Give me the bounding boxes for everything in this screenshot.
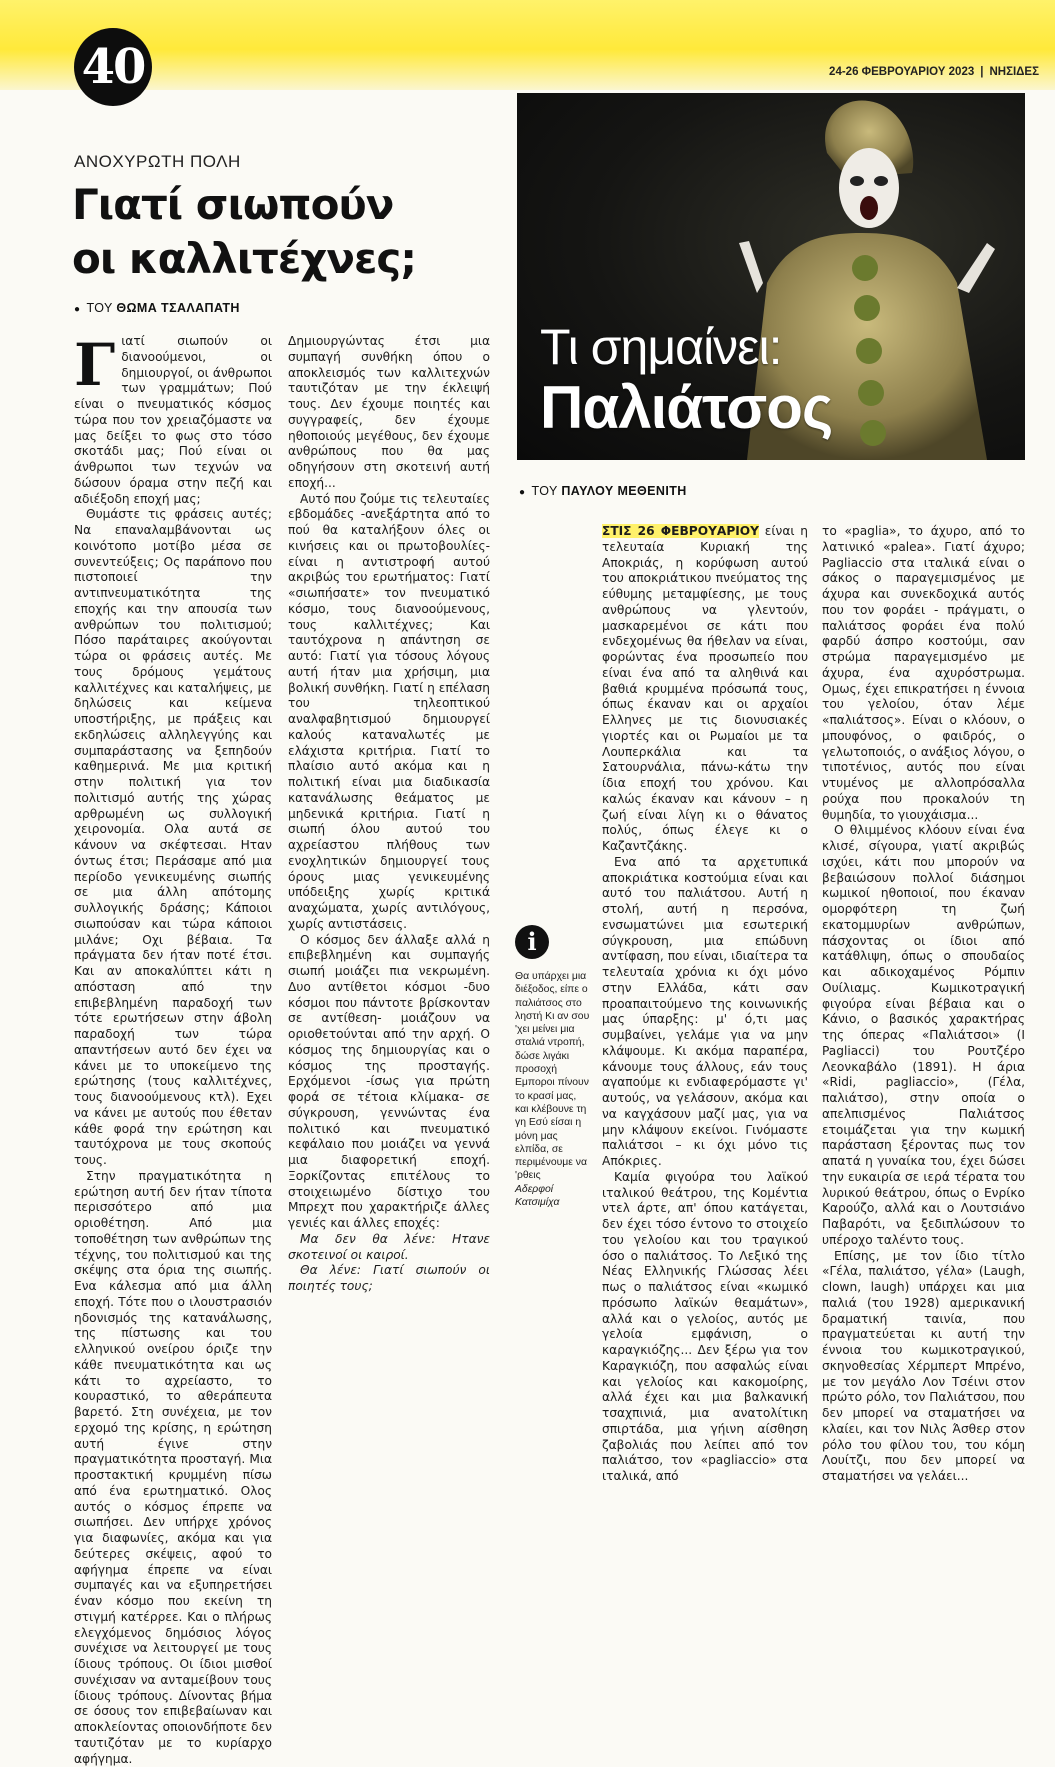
- section-name: ΝΗΣΙΔΕΣ: [989, 66, 1039, 78]
- photo-title-line-1: Τι σημαίνει:: [540, 319, 782, 375]
- paragraph: [602, 524, 808, 855]
- sidebar-text: Θα υπάρχει μια διέξοδος, είπε ο παλιάτσος στο ληστή Κι αν σου 'χει μείνει μια σταλιά ντροπή, δώσε λιγάκι προσοχή Εμποροι πίνουν το κρασί μας, και κλέβουνε τη γη Εσύ είσαι η μόνη μας ελπίδα, σε περιμένουμε να 'ρθεις: [515, 971, 590, 1182]
- poem-line: Μα δεν θα λένε: Ητανε σκοτεινοί οι καιροί.: [288, 1231, 490, 1262]
- paragraph: Θυμάστε τις φράσεις αυτές; Να επαναλαμβάνονται ως κοινότοπο μοτίβο μέσα σε συνεντεύξεις; Ος παράπονο που πιστοποιεί την αντιπνευματικότητα της εποχής και την απουσία των ανθρώπων του πολιτισμού; Πόσο παράταιρες ακούγονται τώρα οι φράσεις αυτές. Με τους δρόμους γεμάτους καλλιτέχνες και καταλήψεις, με δηλώσεις και κείμενα υποστήριξης, με πράξεις και εκδηλώσεις αλληλεγγύης και συμπαράστασης να ξεπηδούν καθημερινά. Με μια κριτική στην πολιτική για τον πολιτισμό αυτής της χώρας αρθρωμένη ως συλλογική χειρονομία. Ολα αυτά σε κάνουν να σκέφτεσαι. Ηταν όντως έτσι; Περάσαμε από μια περίοδο γενικευμένης σιωπής σε μια άλλη απότομης συλλογικής δράσης; Κάποιοι σιωπούσαν και τώρα κάποιοι μιλάνε; Οχι βέβαια. Τα πράγματα δεν ήταν ποτέ έτσι. Και αν αποκαλύπτει κάτι η απόσταση από την επιβεβλημένη παραδοχή των τότε ερωτήσεων στην άβολη παραδοχή των τώρα απαντήσεων αυτό δεν έχει να κάνει με το υποκείμενο της ερώτησης (τους καλλιτέχνες, τους διανοούμενους κτλ). Εχει να κάνει με αυτούς που έθεταν κάθε φορά την ερώτηση και ταυτόχρονα με τους σκοπούς τους.: [74, 507, 272, 1167]
- paragraph: το «paglia», το άχυρο, από το λατινικό «palea». Γιατί άχυρο; Pagliaccio στα ιταλικά είναι ο σάκος ο παραγεμισμένος με άχυρα και συνεκδοχικά αυτός που τον φοράει - πράγματι, ο παλιάτσος φοράει ένα πολύ φαρδύ άσπρο κοστούμι, σαν στρώμα παραγεμισμένο με άχυρα, ένα αχυρόστρωμα. Ομως, έχει επικρατήσει η έννοια του γελοίου, όταν λέμε «παλιάτσος». Είναι ο κλόουν, ο μπουφόνος, ο φαιδρός, ο γελωτοποιός, ο ανάξιος λόγου, ο τιποτένιος, αυτός που είναι ντυμένος με αλλοπρόσαλλα ρούχα που προκαλούν τη θυμηδία, το γιουχάισμα...: [822, 524, 1025, 822]
- byline-right: [519, 484, 687, 498]
- paragraph: [74, 331, 272, 507]
- column-kicker: ΑΝΟΧΥΡΩΤΗ ΠΟΛΗ: [74, 152, 241, 171]
- byline-left: [74, 301, 240, 315]
- byline-author: ΠΑΥΛΟΥ ΜΕΘΕΝΙΤΗ: [561, 484, 687, 498]
- left-article-column-1: [74, 331, 272, 1767]
- paragraph: Ο θλιμμένος κλόουν είναι ένα κλισέ, σίγουρα, γιατί ακριβώς ισχύει, κάτι που μπορούν να βεβαιώσουν πολλοί διάσημοι κωμικοί ηθοποιοί, που έκαναν ομορφότερη τη ζωή εκατομμυρίων ανθρώπων, πάσχοντας οι ίδιοι από κατάθλιψη, όπως ο σπουδαίος και αδικοχαμένος Ρόμπιν Ουίλιαμς. Κωμικοτραγική φιγούρα είναι βέβαια και ο Κάνιο, ο βασικός χαρακτήρας της όπερας «Παλιάτσοι» (I Pagliacci) του Ρουτζέρο Λεονκαβάλο (1891). Η άρια «Ridi, pagliaccio», (Γέλα, παλιάτσο), στην οποία ο απελπισμένος Παλιάτσος ετοιμάζεται για την κωμική παράσταση ξέροντας πως τον απατά η γυναίκα του, έχει δώσει την ευκαιρία σε ιερά τέρατα του λυρικού θεάτρου, όπως ο Ενρίκο Καρούζο, αλλά και ο Λουτσιάνο Παβαρότι, να ξεδιπλώσουν το υπέροχο ταλέντο τους.: [822, 823, 1025, 1247]
- right-article-column-1: [602, 524, 808, 1485]
- paragraph: Δημιουργώντας έτσι μια συμπαγή συνθήκη όπου ο αποκλεισμός των καλλιτεχνών ταυτιζόταν με την έκλειψή τους. Δεν έχουμε ποιητές και συγγραφείς, δεν έχουμε ηθοποιούς μεγέθους, δεν έχουμε ανθρώπους που θα μας οδηγήσουν στη σκοτεινή αυτή εποχή...: [288, 334, 490, 490]
- paragraph: Ο κόσμος δεν άλλαξε αλλά η επιβεβλημένη και συμπαγής σιωπή μοιάζει πια νεκρωμένη. Δυο αντίθετοι κόσμοι -δυο κόσμοι που πάντοτε βρίσκονταν σε αντίθεση- μοιάζουν να οριοθετούνται από την αρχή. Ο κόσμος της δημιουργίας και ο κόσμος της προσταγής. Ερχόμενοι -ίσως για πρώτη φορά σε τέτοια κλίμακα- σε σύγκρουση, γεννώντας ένα πολιτικό και πνευματικό κεφάλαιο που μοιάζει να γεννά μια διαφορετική εποχή. Ξορκίζοντας επιτέλους το στοιχειωμένο δίστιχο του Μπρεχτ που χαρακτήριζε άλλες γενιές και άλλες εποχές:: [288, 932, 490, 1230]
- byline-author: ΘΩΜΑ ΤΣΑΛΑΠΑΤΗ: [116, 301, 240, 315]
- issue-date: 24-26 ΦΕΒΡΟΥΑΡΙΟΥ 2023: [829, 66, 975, 78]
- paragraph: Επίσης, με τον ίδιο τίτλο «Γέλα, παλιάτσο, γέλα» (Laugh, clown, laugh) υπάρχει και μια παλιά (του 1928) αμερικανική δραματική ταινία, που πραγματεύεται κι αυτή την έννοια του κωμικοτραγικού, σκηνοθεσίας Χέρμπερτ Μπρένο, με τον μεγάλο Λον Τσέινι στον πρώτο ρόλο, τον Παλιάτσου, που δεν μπορεί να σταματήσει να κλαίει, και τον Νιλς Άσθερ στον ρόλο του φίλου του, του κόμη Λουίτζι, που δεν μπορεί να σταματήσει να γελάει...: [822, 1248, 1025, 1483]
- issue-line: [829, 66, 1039, 78]
- paragraph-text: είναι η τελευταία Κυριακή της Αποκριάς, η κορύφωση αυτού του αποκριάτικου πνεύματος της εύθυμης μεταμφίεσης, με τους ανθρώπους να γλεντούν, μασκαρεμένοι σε κάτι που ενδεχομένως θα ήθελαν να είναι, φορώντας ένα προσωπείο που είναι ένα από τα αληθινά και βαθιά κρυμμένα πρόσωπά τους, όπως έκαναν και οι αρχαίοι Ελληνες με τις διονυσιακές γιορτές και οι Ρωμαίοι με τα Λουπερκάλια και τα Σατουρνάλια, πάνω-κάτω την ίδια εποχή του χρόνου. Και καλώς έκαναν και κάνουν – η ζωή είναι λίγη κι ο θάνατος πολύς, όπως έλεγε κι ο Καζαντζάκης.: [602, 524, 809, 853]
- page-number: 40: [74, 28, 152, 106]
- paragraph: Καμία φιγούρα του λαϊκού ιταλικού θεάτρου, της Κομέντια ντελ άρτε, απ' όπου κατάγεται, δεν έχει τόσο έντονο το στοιχείο του γελοίου και του τραγικού όσο ο παλιάτσος. Το Λεξικό της Νέας Ελληνικής Γλώσσας λέει πως ο παλιάτσος είναι «κωμικό πρόσωπο λαϊκών θεαμάτων», αλλά και ο γελοίος, αυτός με γελοία εμφάνιση, ο καραγκιόζης... Δεν ξέρω για τον Καραγκιόζη, που ασφαλώς είναι και γελοίος και κακομοίρης, αλλά έχει και μια βαλκανική τσαχπινιά, μια ανατολίτικη σπιρτάδα, μια γήινη αίσθηση ζαβολιάς που λείπει από τον παλιάτσο, τον «pagliaccio» στα ιταλικά, από: [602, 1169, 808, 1483]
- byline-prefix: ΤΟΥ: [86, 301, 113, 315]
- info-icon: i: [515, 925, 549, 959]
- article-headline: [72, 178, 492, 286]
- headline-line-1: Γιατί σιωπούν: [72, 180, 394, 229]
- bullet-icon: ●: [74, 304, 81, 315]
- paragraph: Αυτό που ζούμε τις τελευταίες εβδομάδες -ανεξάρτητα από το πού θα καταλήξουν όλες οι κινήσεις και οι πρωτοβουλίες- είναι η αντιστροφή αυτού ακριβώς του ερωτήματος: Γιατί «σιωπήσατε» τον πνευματικό κόσμο, τους διανοούμενους, τους καλλιτέχνες; Και ταυτόχρονα η απάντηση σε αυτό: Γιατί για τόσους λόγους αυτή ήταν μια χρήσιμη, μια βολική συνθήκη. Γιατί η επέλαση του τηλεοπτικού αναλφαβητισμού δημιουργεί καλούς καταναλωτές με ελάχιστα κριτήρια. Γιατί το πλαίσιο αυτό ακόμα και η πολιτική είναι μια διαδικασία κατανάλωσης θεάματος με μηδενικά κριτήρια. Γιατί η σιωπή όλου αυτού του αχρείαστου πλήθους των ενοχλητικών δημιουργεί τους όρους μιας γενικευμένης υπόδειξης χωρίς κριτικά αναχώματα, χωρίς αντιλόγους, χωρίς αντιστάσεις.: [288, 491, 490, 931]
- bullet-icon: ●: [519, 487, 526, 498]
- photo-title: [540, 319, 833, 441]
- paragraph-text: ιατί σιωπούν οι διανοούμενοι, οι δημιουργοί, οι άνθρωποι των γραμμάτων; Πού είναι ο πνευματικός κόσμος τώρα που τον χρειαζόμαστε να μας δείξει το φως στο τόσο σκοτάδι μας; Πού είναι οι άνθρωποι των τεχνών να δώσουν όραμα στην πεζή και αδιέξοδη εποχή μας;: [74, 334, 272, 506]
- lead-in: ΣΤΙΣ 26 ΦΕΒΡΟΥΑΡΙΟΥ: [602, 524, 759, 538]
- byline-prefix: ΤΟΥ: [531, 484, 558, 498]
- photo-title-line-2: Παλιάτσος: [540, 374, 833, 441]
- paragraph: Στην πραγματικότητα η ερώτηση αυτή δεν ήταν τίποτα περισσότερο από μια οριοθέτηση. Από μια τοποθέτηση των ανθρώπων της τέχνης, του πολιτισμού και της σκέψης στα όρια της σιωπής. Ενα κάλεσμα από μια άλλη εποχή. Τότε που ο ιλουστρασιόν ηδονισμός της κατανάλωσης, της πίστωσης και του ελληνικού ονείρου όριζε την κάθε πνευματικότητα και ως κάτι το αχρείαστο, το κουραστικό, το αθεράπευτα βαρετό. Στη συνέχεια, με τον ερχομό της κρίσης, η ερώτηση αυτή έγινε στην πραγματικότητα προσταγή. Μια προστακτική κρυμμένη πίσω από ένα ερωτηματικό. Ολος αυτός ο κόσμος έπρεπε να σιωπήσει. Δεν υπήρχε χρόνος για διαφωνίες, ακόμα και για δεύτερες σκέψεις, αφού το αφήγημα έπρεπε να είναι συμπαγές και να εξυπηρετήσει έναν κόσμο που εκείνη τη στιγμή κατέρρεε. Και ο πλήρως ελεγχόμενος δημόσιος λόγος συνέχισε να λειτουργεί με τους ίδιους τρόπους. Οι ίδιοι μισθοί συνέχισαν να ανταμείβουν τους ίδιους τρόπους. Δίνοντας βήμα σε όσους τον επιβεβαίωναν και αποκλείοντας οποιονδήποτε δεν ταυτιζόταν με το κυρίαρχο αφήγημα.: [74, 1168, 272, 1766]
- paragraph: Ενα από τα αρχετυπικά αποκριάτικα κοστούμια είναι και αυτό του παλιάτσου. Αυτή η στολή, αυτή η περσόνα, ενσωματώνει μια εσωτερική σύγκρουση, μια επώδυνη αντίφαση, που είναι, ιδιαίτερα τα τελευταία χρόνια κι όχι μόνο στην Ελλάδα, κάτι σαν προαπαιτούμενο της κοινωνικής μας ύπαρξης: μ' ό,τι μας συμβαίνει, γελάμε για να μην κλάψουμε. Κι ακόμα παραπέρα, κάνουμε τους άλλους, εάν τους αγαπούμε κι ενδιαφερόμαστε γι' αυτούς, να γελάσουν, ακόμα και να καγχάσουν μαζί μας, για να μην κλάψουν εκείνοι. Γινόμαστε παλιάτσοι – κι όχι μόνο τις Απόκριες.: [602, 854, 808, 1168]
- right-article-column-2: [822, 524, 1025, 1485]
- left-article-column-2: [288, 334, 490, 1295]
- lyrics-sidebar: [515, 970, 591, 1209]
- poem-line: Θα λένε: Γιατί σιωπούν οι ποιητές τους;: [288, 1263, 490, 1293]
- headline-line-2: οι καλλιτέχνες;: [72, 234, 417, 283]
- issue-separator: |: [980, 66, 984, 78]
- dropcap: Γ: [74, 331, 116, 399]
- sidebar-signature: Αδερφοί Κατσιμίχα: [515, 1183, 560, 1209]
